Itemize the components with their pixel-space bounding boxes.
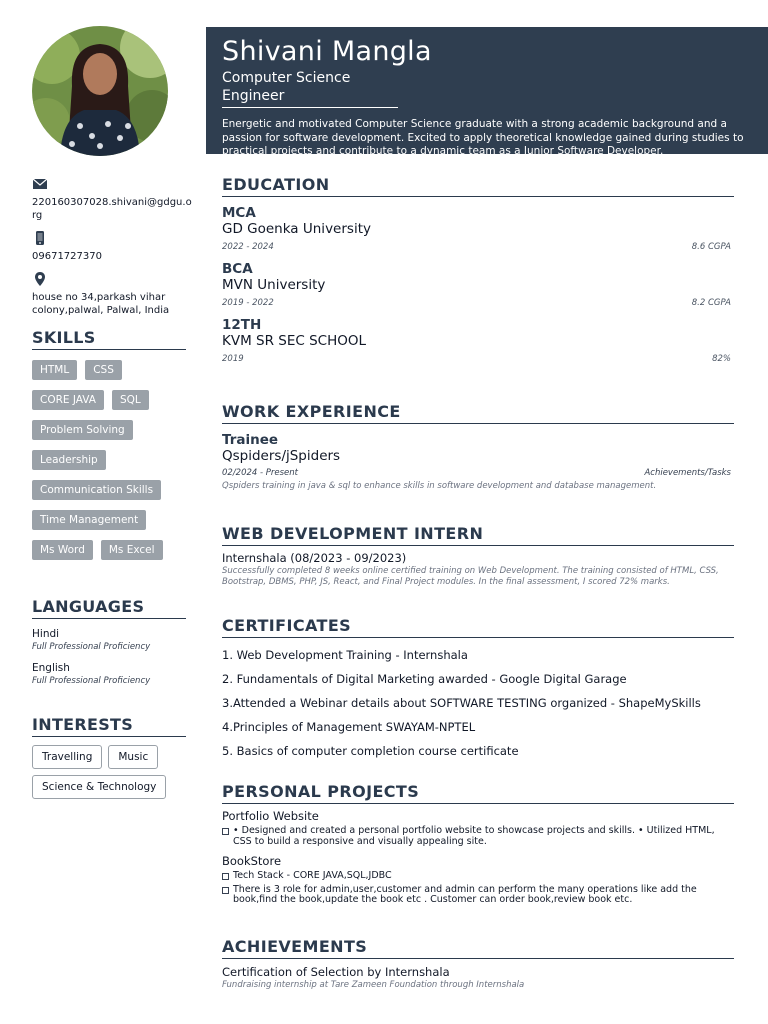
skill-tags [32, 360, 188, 560]
skill-tag: Problem Solving [32, 420, 133, 440]
interest-tag: Travelling [32, 745, 102, 769]
certificate-item: 4.Principles of Management SWAYAM-NPTEL [222, 720, 476, 734]
skills-heading: SKILLS [32, 328, 186, 350]
certificates-heading: CERTIFICATES [222, 616, 734, 638]
language-name: Hindi [32, 628, 60, 640]
skill-tag: Ms Word [32, 540, 93, 560]
school: GD Goenka University [222, 221, 371, 237]
certificates-section [222, 616, 734, 758]
skill-tag: Time Management [32, 510, 146, 530]
skill-tag: CSS [85, 360, 122, 380]
work-meta [222, 467, 734, 479]
work-description: Qspiders training in java & sql to enhance skills in software development and database management. [222, 481, 657, 491]
skill-tag: Leadership [32, 450, 106, 470]
interests-section [32, 715, 192, 799]
work-dates: 02/2024 - Present [222, 468, 299, 478]
education-meta [222, 353, 734, 365]
contact-address [32, 271, 192, 317]
phone-icon [32, 230, 48, 246]
certificate-item: 3.Attended a Webinar details about SOFTWARE TESTING organized - ShapeMySkills [222, 696, 701, 710]
project-bullet [222, 885, 734, 906]
email-text[interactable]: 220160307028.shivani@gdgu.org [32, 197, 192, 221]
project-bullet-text: There is 3 role for admin,user,customer and admin can perform the many operations like add the book,find the book,update the book etc . Customer can order book,review book etc. [233, 883, 697, 905]
skills-section [32, 328, 192, 560]
interest-tags [32, 745, 188, 799]
resume-header [206, 27, 768, 157]
degree: MCA [222, 205, 256, 221]
education-item [222, 205, 734, 253]
skill-tag: Communication Skills [32, 480, 161, 500]
education-score: 8.2 CGPA [691, 298, 731, 308]
skill-tag: CORE JAVA [32, 390, 104, 410]
project-bullet [222, 871, 734, 882]
skill-tag: HTML [32, 360, 77, 380]
languages-section [32, 597, 192, 687]
internship-org: Internshala (08/2023 - 09/2023) [222, 551, 407, 565]
education-heading: EDUCATION [222, 175, 734, 197]
candidate-role: Computer Science Engineer [222, 69, 398, 108]
degree: 12TH [222, 317, 262, 333]
employer: Qspiders/jSpiders [222, 448, 341, 464]
language-level: Full Professional Proficiency [32, 676, 151, 686]
work-heading: WORK EXPERIENCE [222, 402, 734, 424]
language-item [32, 627, 192, 653]
language-name: English [32, 662, 70, 674]
job-title: Trainee [222, 432, 279, 448]
project-name: Portfolio Website [222, 809, 319, 823]
sidebar [0, 0, 200, 1024]
work-tag: Achievements/Tasks [644, 468, 731, 478]
interests-heading: INTERESTS [32, 715, 186, 737]
education-score: 82% [712, 354, 731, 364]
skill-tag: SQL [112, 390, 149, 410]
education-dates: 2022 - 2024 [222, 242, 274, 252]
phone-text[interactable]: 09671727370 [32, 251, 102, 262]
certificate-item: 5. Basics of computer completion course certificate [222, 744, 519, 758]
envelope-icon [32, 176, 48, 192]
projects-section [222, 782, 734, 906]
school: KVM SR SEC SCHOOL [222, 333, 367, 349]
location-pin-icon [32, 271, 48, 287]
contact-info [32, 176, 192, 325]
education-meta [222, 297, 734, 309]
bullet-square-icon [222, 826, 233, 847]
contact-phone [32, 230, 192, 263]
school: MVN University [222, 277, 326, 293]
education-dates: 2019 - 2022 [222, 298, 274, 308]
bullet-square-icon [222, 871, 233, 882]
projects-heading: PERSONAL PROJECTS [222, 782, 734, 804]
language-item [32, 661, 192, 687]
work-experience-section [222, 402, 734, 492]
language-level: Full Professional Proficiency [32, 642, 151, 652]
profile-summary: Energetic and motivated Computer Science graduate with a strong academic background and a passion for software development. Excited to apply theoretical knowledge gained during studies to practical projects and contribute to a dynamic team as a Junior Software Developer. [222, 118, 744, 157]
internship-description: Successfully completed 8 weeks online certified training on Web Development. The training consisted of HTML, CSS, Bootstrap, DBMS, PHP, JS, React, and Final Project modules. In the final assessment, I scored 72% marks. [222, 566, 719, 587]
internship-heading: WEB DEVELOPMENT INTERN [222, 524, 734, 546]
internship-section [222, 524, 734, 587]
achievements-section [222, 937, 734, 991]
languages-heading: LANGUAGES [32, 597, 186, 619]
project-bullet-text: Tech Stack - CORE JAVA,SQL,JDBC [233, 870, 392, 881]
achievement-description: Fundraising internship at Tare Zameen Foundation through Internshala [222, 980, 525, 990]
project-bullet [222, 826, 734, 847]
degree: BCA [222, 261, 253, 277]
education-dates: 2019 [222, 354, 244, 364]
education-meta [222, 241, 734, 253]
profile-photo-image [32, 26, 168, 156]
skill-tag: Ms Excel [101, 540, 163, 560]
profile-photo [32, 26, 168, 156]
education-section [222, 175, 734, 365]
contact-email [32, 176, 192, 222]
education-score: 8.6 CGPA [691, 242, 731, 252]
certificate-item: 2. Fundamentals of Digital Marketing awarded - Google Digital Garage [222, 672, 627, 686]
achievement-name: Certification of Selection by Internshala [222, 965, 450, 979]
address-text: house no 34,parkash vihar colony,palwal, Palwal, India [32, 292, 170, 316]
education-item [222, 317, 734, 365]
interest-tag: Science & Technology [32, 775, 166, 799]
education-item [222, 261, 734, 309]
bullet-square-icon [222, 885, 233, 906]
project-name: BookStore [222, 854, 282, 868]
project-bullet-text: • Designed and created a personal portfolio website to showcase projects and skills. • Utilized HTML, CSS to build a responsive and visually appealing site. [233, 825, 715, 847]
candidate-name: Shivani Mangla [222, 36, 432, 67]
achievements-heading: ACHIEVEMENTS [222, 937, 734, 959]
certificate-item: 1. Web Development Training - Internshala [222, 648, 468, 662]
interest-tag: Music [108, 745, 158, 769]
